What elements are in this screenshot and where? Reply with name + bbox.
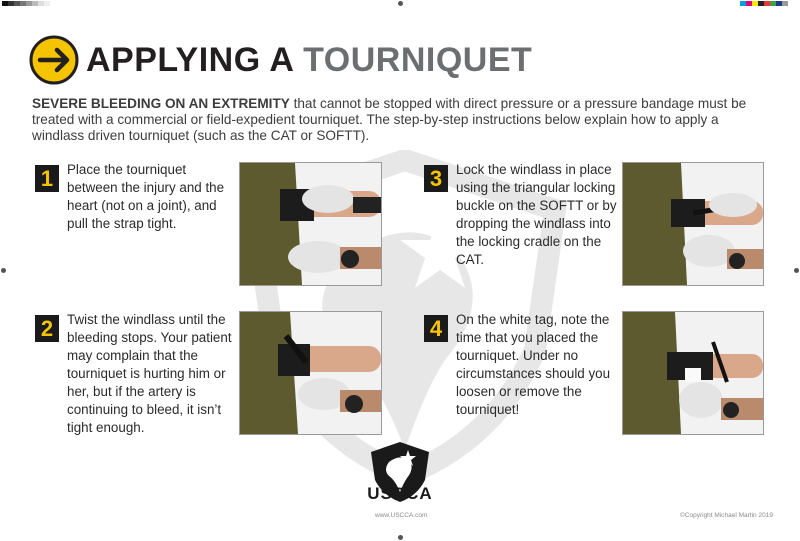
registration-mark-icon bbox=[398, 1, 403, 6]
intro-body: that cannot be stopped with direct pressure or a pressure bandage must be treated with a commercial or field-expedient tourniquet. The step-by-step instructions below explain how to apply a windlass driven tourniquet (such as the CAT or SOFTT). bbox=[32, 96, 747, 143]
step-2-text: Twist the windlass until the bleeding stops. Your patient may complain that the tourniquet is hurting him or her, but if the artery is continuing to bleed, it isn’t tight enough. bbox=[67, 312, 232, 435]
print-grayscale-bar bbox=[2, 1, 50, 6]
uscca-logo-text: USCCA bbox=[367, 484, 433, 503]
step-3-text: Lock the windlass in place using the triangular locking buckle on the SOFTT or by dropping the windlass into the locking cradle on the CAT. bbox=[456, 162, 617, 267]
step-4-number: 4 bbox=[424, 315, 448, 342]
title-part-2: TOURNIQUET bbox=[303, 41, 533, 79]
registration-mark-icon bbox=[398, 535, 403, 540]
step-4-photo bbox=[622, 311, 764, 435]
step-2-number: 2 bbox=[35, 315, 59, 342]
website-url: www.USCCA.com bbox=[375, 512, 428, 519]
step-3-photo bbox=[622, 162, 764, 286]
step-3-number: 3 bbox=[424, 165, 448, 192]
step-1-number: 1 bbox=[35, 165, 59, 192]
arrow-circle-icon bbox=[29, 35, 79, 85]
intro-lead: SEVERE BLEEDING ON AN EXTREMITY bbox=[32, 96, 290, 111]
step-1-text: Place the tourniquet between the injury and the heart (not on a joint), and pull the strap tight. bbox=[67, 162, 225, 231]
step-1-photo bbox=[239, 162, 382, 286]
registration-mark-icon bbox=[794, 268, 799, 273]
intro-paragraph bbox=[32, 96, 752, 144]
step-2-photo bbox=[239, 311, 382, 435]
step-4-text: On the white tag, note the time that you placed the tourniquet. Under no circumstances should you loosen or remove the tourniquet! bbox=[456, 312, 611, 417]
registration-mark-icon bbox=[1, 268, 6, 273]
print-color-bar bbox=[740, 1, 788, 6]
page-title bbox=[86, 38, 532, 82]
title-part-1: APPLYING A bbox=[86, 41, 294, 79]
copyright-notice: ©Copyright Michael Martin 2019 bbox=[680, 512, 773, 519]
